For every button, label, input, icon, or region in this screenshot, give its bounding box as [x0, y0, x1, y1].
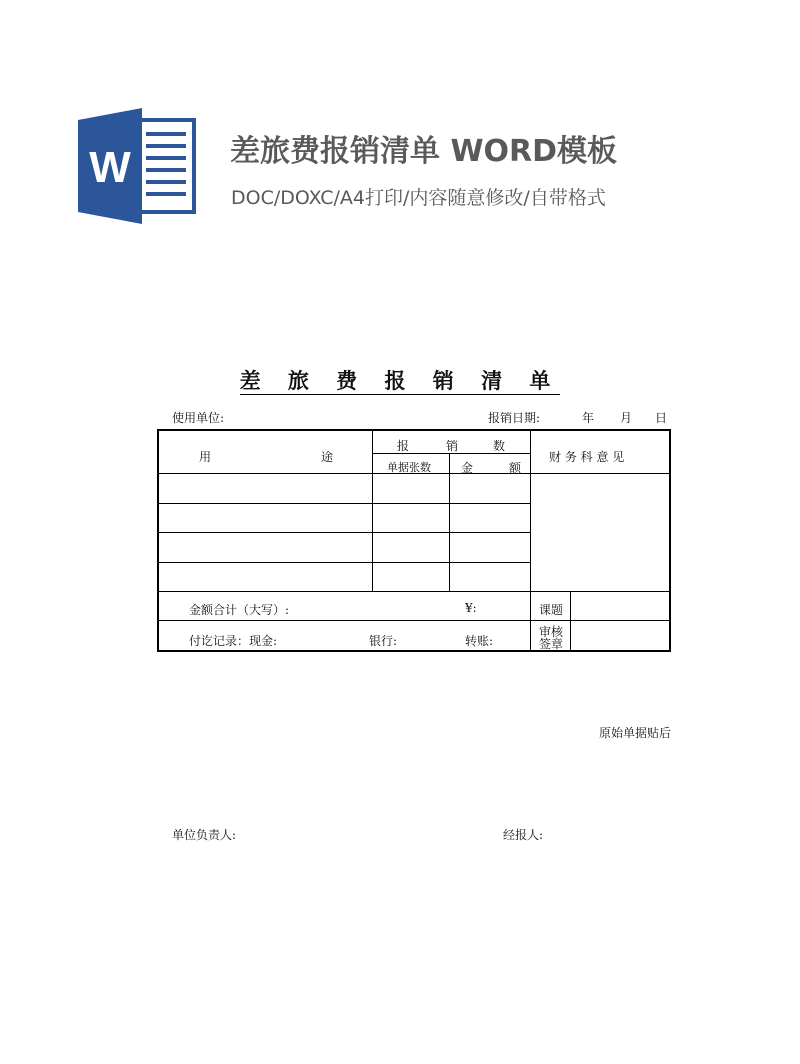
divider: [159, 562, 530, 563]
divider: [159, 591, 671, 592]
unit-label: 使用单位:: [172, 411, 225, 425]
col-amount-label-3: 数: [493, 439, 506, 453]
total-label: 金额合计（大写）:: [189, 603, 290, 617]
page-title: 差旅费报销清单 WORD模板: [230, 134, 618, 169]
yuan-label: ¥:: [465, 601, 477, 615]
col-amount-label-2: 销: [446, 439, 459, 453]
subject-label: 课题: [539, 603, 564, 617]
form-title-text: 差 旅 费 报 销 清 单: [239, 368, 561, 393]
divider: [159, 503, 530, 504]
col-money-label-1: 金: [461, 461, 474, 475]
audit-label-1: 审核: [539, 625, 564, 639]
divider: [159, 620, 671, 621]
payment-label: 付讫记录：现金:: [189, 634, 278, 648]
divider: [159, 532, 530, 533]
date-label: 报销日期:: [488, 411, 541, 425]
unit-head-label: 单位负责人:: [172, 828, 237, 842]
form-title: [0, 365, 800, 395]
col-purpose-label-2: 途: [321, 450, 334, 464]
audit-label: [539, 626, 563, 650]
month-label: 月: [620, 411, 633, 425]
word-icon: [76, 108, 198, 224]
bank-label: 银行:: [369, 634, 398, 648]
divider: [530, 431, 531, 652]
attach-note: 原始单据贴后: [599, 726, 672, 740]
handler-label: 经报人:: [503, 828, 544, 842]
col-finance-label: 财 务 科 意 见: [549, 450, 625, 464]
expense-form-table: [157, 429, 671, 652]
year-label: 年: [582, 411, 595, 425]
divider: [570, 591, 571, 652]
day-label: 日: [655, 411, 668, 425]
audit-label-2: 签章: [539, 637, 564, 651]
col-amount-label-1: 报: [397, 439, 410, 453]
col-purpose-label-1: 用: [199, 450, 212, 464]
page-subtitle: DOC/DOXC/A4打印/内容随意修改/自带格式: [231, 187, 606, 209]
transfer-label: 转账:: [465, 634, 494, 648]
divider: [372, 431, 373, 591]
col-receipts-label: 单据张数: [387, 461, 431, 474]
col-money-label-2: 额: [509, 461, 522, 475]
word-logo-letter: W: [89, 143, 131, 192]
